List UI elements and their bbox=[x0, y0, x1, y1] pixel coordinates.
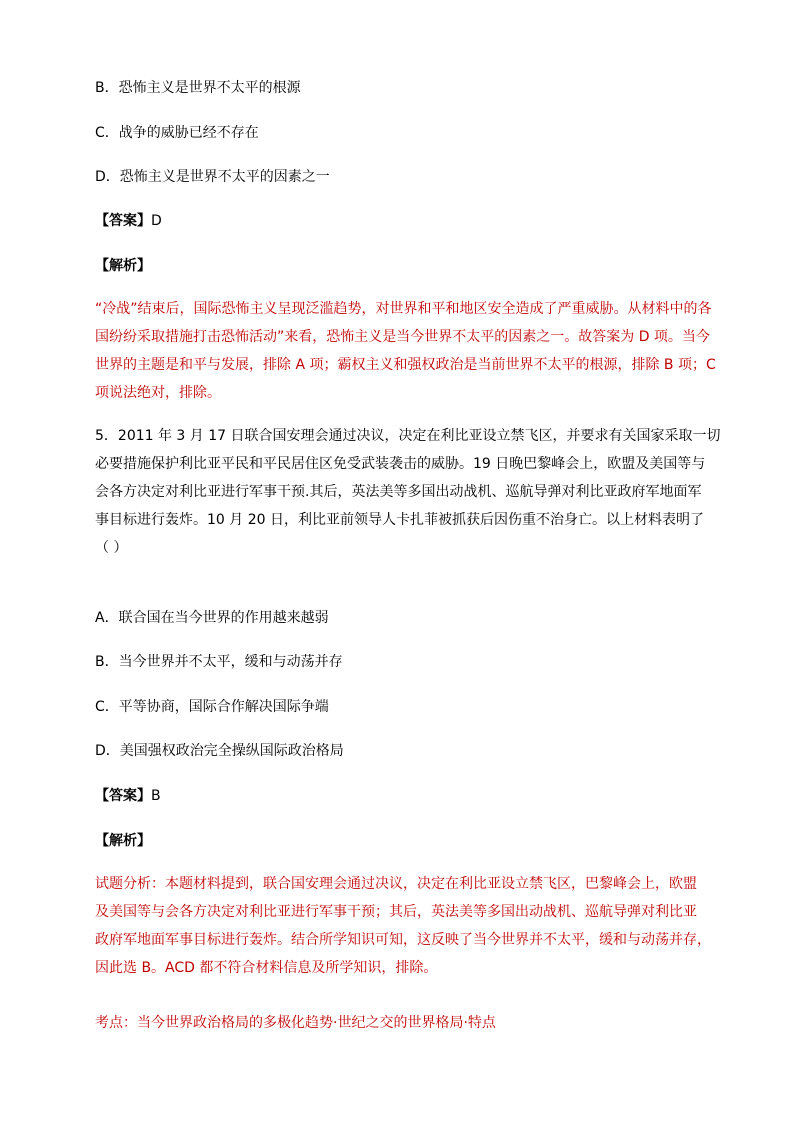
q4-option-d: D．恐怖主义是世界不太平的因素之一 bbox=[95, 169, 330, 185]
q5-option-a: A．联合国在当今世界的作用越来越弱 bbox=[95, 610, 329, 626]
stem-line: （ ） bbox=[95, 540, 128, 556]
answer-tag: 【答案】 bbox=[95, 213, 151, 229]
q5-answer bbox=[95, 786, 161, 806]
analysis-line: 及美国等与会各方决定对利比亚进行军事干预；其后，英法美等多国出动战机、巡航导弹对利比亚 bbox=[95, 904, 697, 920]
stem-line: 会各方决定对利比亚进行军事干预.其后，英法美等多国出动战机、巡航导弹对利比亚政府军地面军 bbox=[95, 484, 702, 500]
q4-analysis-tag: 【解析】 bbox=[95, 258, 151, 274]
analysis-line: “冷战”结束后，国际恐怖主义呈现泛滥趋势，对世界和平和地区安全造成了严重威胁。从材料中的各 bbox=[95, 301, 712, 317]
answer-value: D bbox=[151, 213, 162, 229]
q5-stem bbox=[95, 422, 721, 562]
stem-line: 事目标进行轰炸。10 月 20 日，利比亚前领导人卡扎菲被抓获后因伤重不治身亡。以上材料表明了 bbox=[95, 512, 704, 528]
analysis-line: 政府军地面军事目标进行轰炸。结合所学知识可知，这反映了当今世界并不太平，缓和与动荡并存， bbox=[95, 932, 711, 948]
answer-tag: 【答案】 bbox=[95, 788, 151, 804]
q4-analysis-text bbox=[95, 295, 715, 407]
q5-option-b: B．当今世界并不太平，缓和与动荡并存 bbox=[95, 654, 343, 670]
stem-line: 必要措施保护利比亚平民和平民居住区免受武装袭击的威胁。19 日晚巴黎峰会上，欧盟及美国等与 bbox=[95, 456, 706, 472]
q5-analysis-tag: 【解析】 bbox=[95, 833, 151, 849]
q5-option-c: C．平等协商，国际合作解决国际争端 bbox=[95, 699, 329, 715]
analysis-line: 项说法绝对，排除。 bbox=[95, 385, 221, 401]
stem-line: 5．2011 年 3 月 17 日联合国安理会通过决议，决定在利比亚设立禁飞区，并要求有关国家采取一切 bbox=[95, 428, 721, 444]
q5-kaodian: 考点：当今世界政治格局的多极化趋势·世纪之交的世界格局·特点 bbox=[95, 1015, 496, 1031]
answer-value: B bbox=[151, 788, 161, 804]
analysis-line: 因此选 B。ACD 都不符合材料信息及所学知识，排除。 bbox=[95, 960, 438, 976]
analysis-line: 国纷纷采取措施打击恐怖活动”来看，恐怖主义是当今世界不太平的因素之一。故答案为 D 项。当今 bbox=[95, 329, 710, 345]
q4-answer bbox=[95, 211, 162, 231]
q5-analysis-text bbox=[95, 870, 715, 982]
q4-option-c: C．战争的威胁已经不存在 bbox=[95, 125, 259, 141]
q4-option-b: B．恐怖主义是世界不太平的根源 bbox=[95, 80, 301, 96]
analysis-line: 世界的主题是和平与发展，排除 A 项；霸权主义和强权政治是当前世界不太平的根源，排除 B 项；C bbox=[95, 357, 716, 373]
q5-option-d: D．美国强权政治完全操纵国际政治格局 bbox=[95, 743, 344, 759]
analysis-line: 试题分析：本题材料提到，联合国安理会通过决议，决定在利比亚设立禁飞区，巴黎峰会上，欧盟 bbox=[95, 876, 697, 892]
